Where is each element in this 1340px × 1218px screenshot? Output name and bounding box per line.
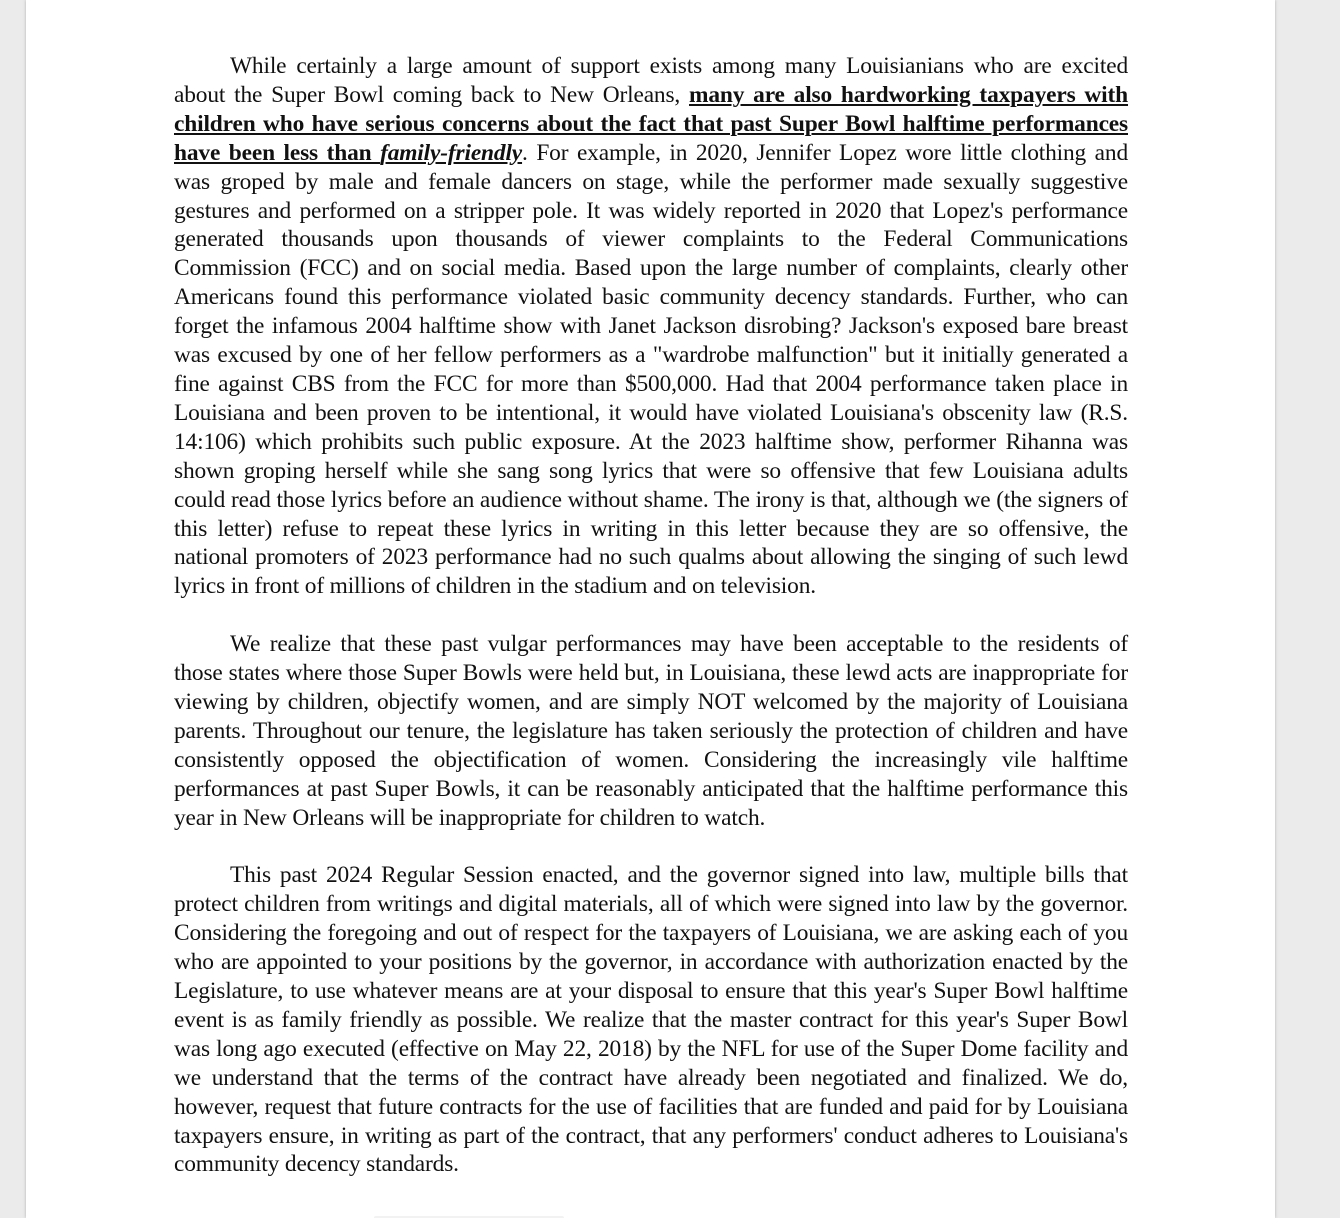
page-text xyxy=(174,52,1128,1208)
paragraph-1-emphasis-text: many are also hardworking taxpayers with children who have serious concerns about the fact that past Super Bowl halftime performances have been less than xyxy=(174,81,1129,166)
paragraph-2: We realize that these past vulgar performances may have been acceptable to the residents of those states where those Super Bowls were held but, in Louisiana, these lewd acts are inappropriate for viewing by children, objectify women, and are simply NOT welcomed by the majority of Louisiana parents. Throughout our tenure, the legislature has taken seriously the protection of children and have consistently opposed the objectification of women. Considering the increasingly vile halftime performances at past Super Bowls, it can be reasonably anticipated that the halftime performance this year in New Orleans will be inappropriate for children to watch. xyxy=(174,631,1128,831)
paragraph-3: This past 2024 Regular Session enacted, and the governor signed into law, multiple bills that protect children from writings and digital materials, all of which were signed into law by the governor. Considering the foregoing and out of respect for the taxpayers of Louisiana, we are asking each of you who are appointed to your positions by the governor, in accordance with authorization enacted by the Legislature, to use whatever means are at your disposal to ensure that this year's Super Bowl halftime event is as family friendly as possible. We realize that the master contract for this year's Super Bowl was long ago executed (effective on May 22, 2018) by the NFL for use of the Super Dome facility and we understand that the terms of the contract have already been negotiated and finalized. We do, however, request that future contracts for the use of facilities that are funded and paid for by Louisiana taxpayers ensure, in writing as part of the contract, that any performers' conduct adheres to Louisiana's community decency standards. xyxy=(174,862,1128,1178)
paragraph-1-rest: . For example, in 2020, Jennifer Lopez wore little clothing and was groped by male and female dancers on stage, while the performer made sexually suggestive gestures and performed on a stripper pole. It was widely reported in 2020 that Lopez's performance generated thousands upon thousands of viewer complaints to the Federal Communications Commission (FCC) and on social media. Based upon the large number of complaints, clearly other Americans found this performance violated basic community decency standards. Further, who can forget the infamous 2004 halftime show with Janet Jackson disrobing? Jackson's exposed bare breast was excused by one of her fellow performers as a "wardrobe malfunction" but it initially generated a fine against CBS from the FCC for more than $500,000. Had that 2004 performance taken place in Louisiana and been proven to be intentional, it would have violated Louisiana's obscenity law (R.S. 14:106) which prohibits such public exposure. At the 2023 halftime show, performer Rihanna was shown groping herself while she sang song lyrics that were so offensive that few Louisiana adults could read those lyrics before an audience without shame. The irony is that, although we (the signers of this letter) refuse to repeat these lyrics in writing in this letter because they are so offensive, the national promoters of 2023 performance had no such qualms about allowing the singing of such lewd lyrics in front of millions of children in the stadium and on television. xyxy=(174,139,1128,600)
document-page xyxy=(26,0,1275,1218)
paragraph-1 xyxy=(174,52,1128,601)
paragraph-1-emphasis-italic: family-friendly xyxy=(380,139,523,166)
paragraph-1-lead: While certainly a large amount of support exists among many Louisianians who are excited about the Super Bowl coming back to New Orleans, xyxy=(174,53,1128,108)
